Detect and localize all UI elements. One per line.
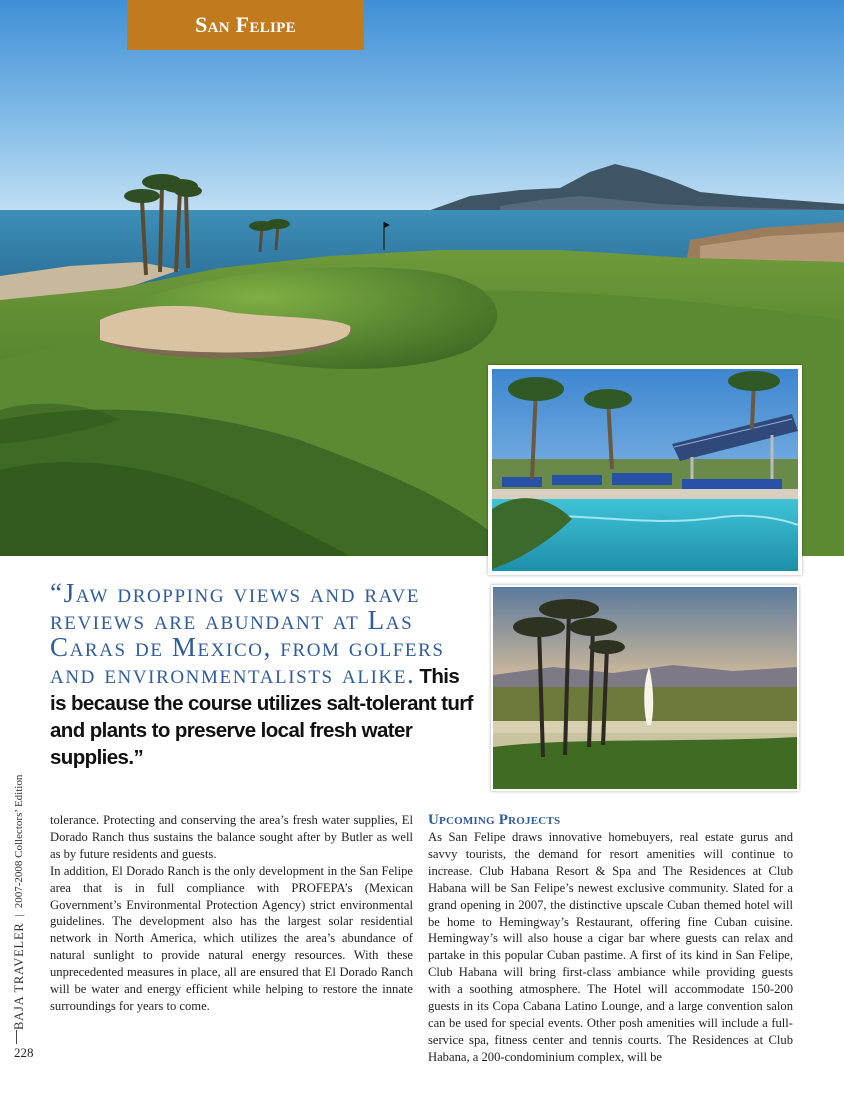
body-column-right — [428, 812, 793, 1066]
page-number-rule — [16, 1030, 17, 1044]
body-column-left — [50, 812, 413, 1015]
publication-name: BAJA TRAVELER — [11, 922, 26, 1030]
label-separator: | — [13, 914, 25, 917]
body-paragraph: As San Felipe draws innovative homebuyers, real estate gurus and savvy tourists, the demand for resort amenities will continue to increase. Club Habana Resort & Spa and The Residences at Club Habana will be San Felipe’s newest exclusive community. Slated for a grand opening in 2007, the distinctive upscale Cuban themed hotel will be home to Hemingway’s Restaurant, offering fine Cuban cuisine. Hemingway’s will also house a cigar bar where guests can relax and partake in this popular Cuban pastime. A first of its kind in San Felipe, Club Habana will bring first-class ambiance while providing guests with a soothing atmosphere. The Hotel will accommodate 150-200 guests in its Copa Cabana Latino Lounge, and a large convention salon can be used for special events. Other posh amenities will include a full-service spa, fitness center and tennis courts. The Residences at Club Habana, a 200-condominium complex, will be — [428, 830, 793, 1064]
edition-label: 2007-2008 Collectors’ Edition — [13, 774, 25, 909]
pull-quote — [50, 580, 480, 771]
body-paragraph: In addition, El Dorado Ranch is the only development in the San Felipe area that is in full compliance with PROFEPA’s (Mexican Government’s Environmental Protection Agency) strict environmental guidelines. The development also has the largest solar residential network in North America, which utilizes the area’s abundance of natural sunlight to provide natural energy resources. With these unprecedented measures in place, all are ensured that El Dorado Ranch will be water and energy efficient while helping to restore the innate surroundings for years to come. — [50, 863, 413, 1013]
section-tab: San Felipe — [127, 0, 364, 50]
resort-pool-photo — [488, 365, 802, 575]
section-heading: Upcoming Projects — [428, 812, 561, 828]
fountain-lake-photo — [491, 585, 799, 791]
page-number: 228 — [14, 1045, 34, 1060]
publication-sidebar — [6, 774, 32, 1030]
pull-quote-lead: “Jaw dropping views and rave reviews are abundant at Las Caras de Mexico, from golfers and environmentalists alike. — [50, 578, 445, 689]
body-paragraph: tolerance. Protecting and conserving the area’s fresh water supplies, El Dorado Ranch thus sustains the balance sought after by Butler as well as by future residents and guests. — [50, 813, 413, 861]
pull-quote-tail: This is because the course utilizes salt-tolerant turf and plants to preserve local fresh water supplies.” — [50, 665, 473, 769]
